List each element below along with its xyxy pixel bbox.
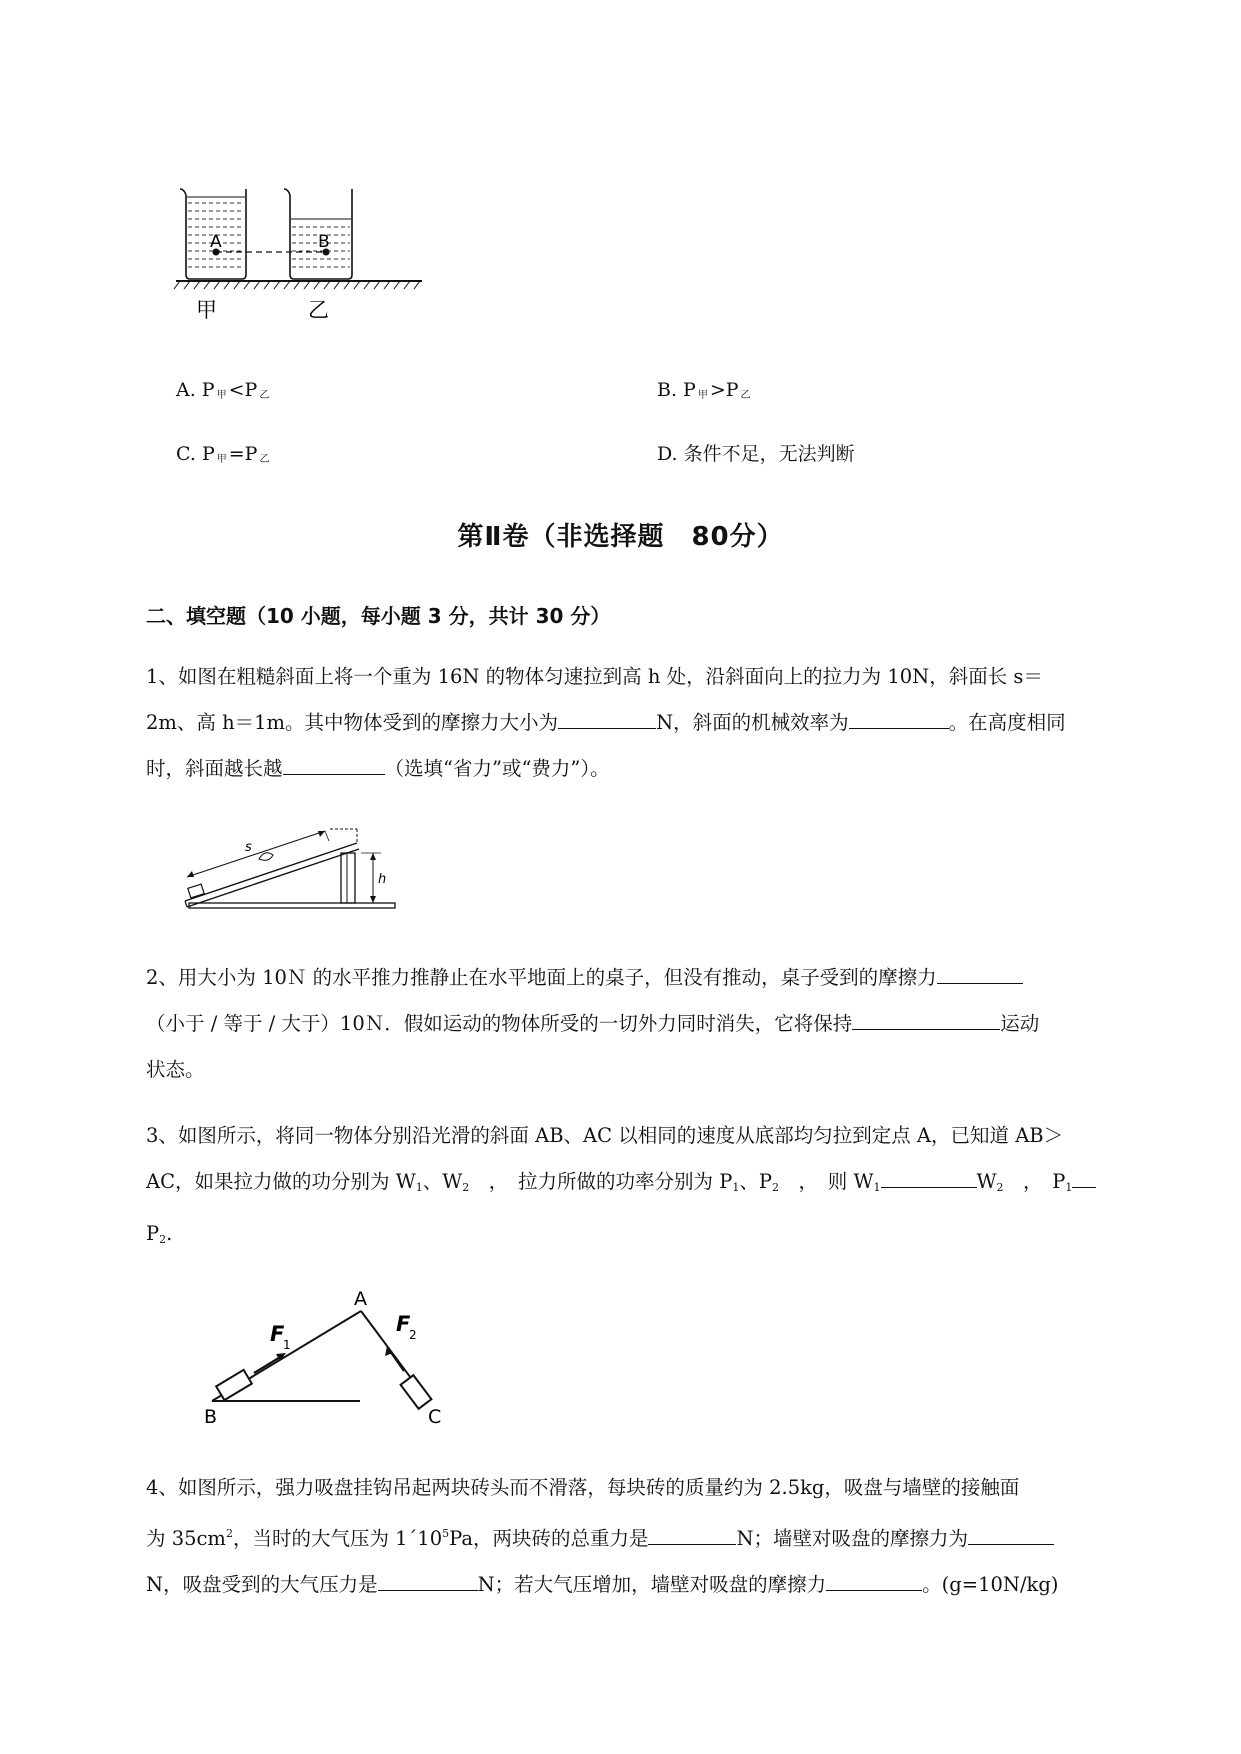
q1-blank-force[interactable]	[283, 754, 385, 775]
q1-blank-efficiency[interactable]	[849, 708, 949, 729]
q1-blank-friction[interactable]	[558, 708, 656, 729]
label-a: A	[210, 232, 222, 252]
label-f2: F	[396, 1312, 411, 1336]
caption-jia: 甲	[196, 298, 217, 322]
q4-blank-pressure-force[interactable]	[378, 1570, 478, 1591]
option-c[interactable]: C. P $_甲$ =P $_乙$	[176, 443, 270, 465]
question-2: 2、用大小为 10Ｎ 的水平推力推静止在水平地面上的桌子，但没有推动，桌子受到的摩擦力 （小于 / 等于 / 大于）10Ｎ．假如运动的物体所受的一切外力同时消失，它将保持 运动 状态。	[146, 955, 1146, 1093]
part-title: 二、填空题（10 小题，每小题 3 分，共计 30 分）	[146, 604, 611, 628]
label-b: B	[318, 232, 330, 252]
label-c: C	[428, 1406, 442, 1428]
label-f1: F	[270, 1322, 285, 1346]
q4-blank-gravity[interactable]	[648, 1524, 736, 1545]
option-a[interactable]: A. P $_甲$ <P $_乙$	[176, 379, 270, 401]
q3-blank-power[interactable]	[1072, 1167, 1096, 1188]
q4-blank-friction[interactable]	[968, 1524, 1054, 1545]
incline-figure	[175, 815, 405, 915]
label-b: B	[204, 1406, 218, 1428]
beakers-figure	[170, 185, 430, 335]
question-3: 3、如图所示，将同一物体分别沿光滑的斜面 AB、AC 以相同的速度从底部均匀拉到定点 A，已知道 AB＞ AC，如果拉力做的功分别为 W1、W2 ， 拉力所做的功率分别为 P1、P2 ， 则 W1 W2 ， P1 P2.	[146, 1113, 1146, 1263]
option-d[interactable]: D. 条件不足，无法判断	[657, 443, 855, 465]
caption-yi: 乙	[308, 298, 329, 322]
label-f1-sub: 1	[283, 1338, 291, 1352]
label-h: h	[378, 872, 387, 887]
section-title: 第Ⅱ卷（非选择题 80分）	[457, 522, 784, 552]
option-b[interactable]: B. P $_甲$ >P $_乙$	[657, 379, 751, 401]
q3-blank-work[interactable]	[881, 1167, 977, 1188]
q2-blank-friction[interactable]	[937, 963, 1023, 984]
q4-blank-friction-change[interactable]	[826, 1570, 922, 1591]
question-1: 1、如图在粗糙斜面上将一个重为 16N 的物体匀速拉到高 h 处，沿斜面向上的拉力为 10N，斜面长 s＝ 2m、高 h＝1m。其中物体受到的摩擦力大小为 N，斜面的机械效率为 。在高度相同 时，斜面越长越 （选填“省力”或“费力”）。	[146, 665, 1066, 780]
q2-blank-state[interactable]	[852, 1009, 1000, 1030]
label-f2-sub: 2	[409, 1328, 417, 1342]
triangle-figure	[200, 1283, 460, 1433]
label-a: A	[354, 1288, 367, 1310]
label-s: s	[245, 840, 252, 855]
question-4: 4、如图所示，强力吸盘挂钩吊起两块砖头而不滑落，每块砖的质量约为 2.5kg，吸盘与墙壁的接触面 为 $35cm^2$，当时的大气压为 $1´10^5Pa$，两块砖的总重力是 N；墙壁对吸盘的摩擦力为 N，吸盘受到的大气压力是 N；若大气压增加，墙壁对吸盘的摩擦力 。(g=10N/kg)	[146, 1476, 1059, 1596]
